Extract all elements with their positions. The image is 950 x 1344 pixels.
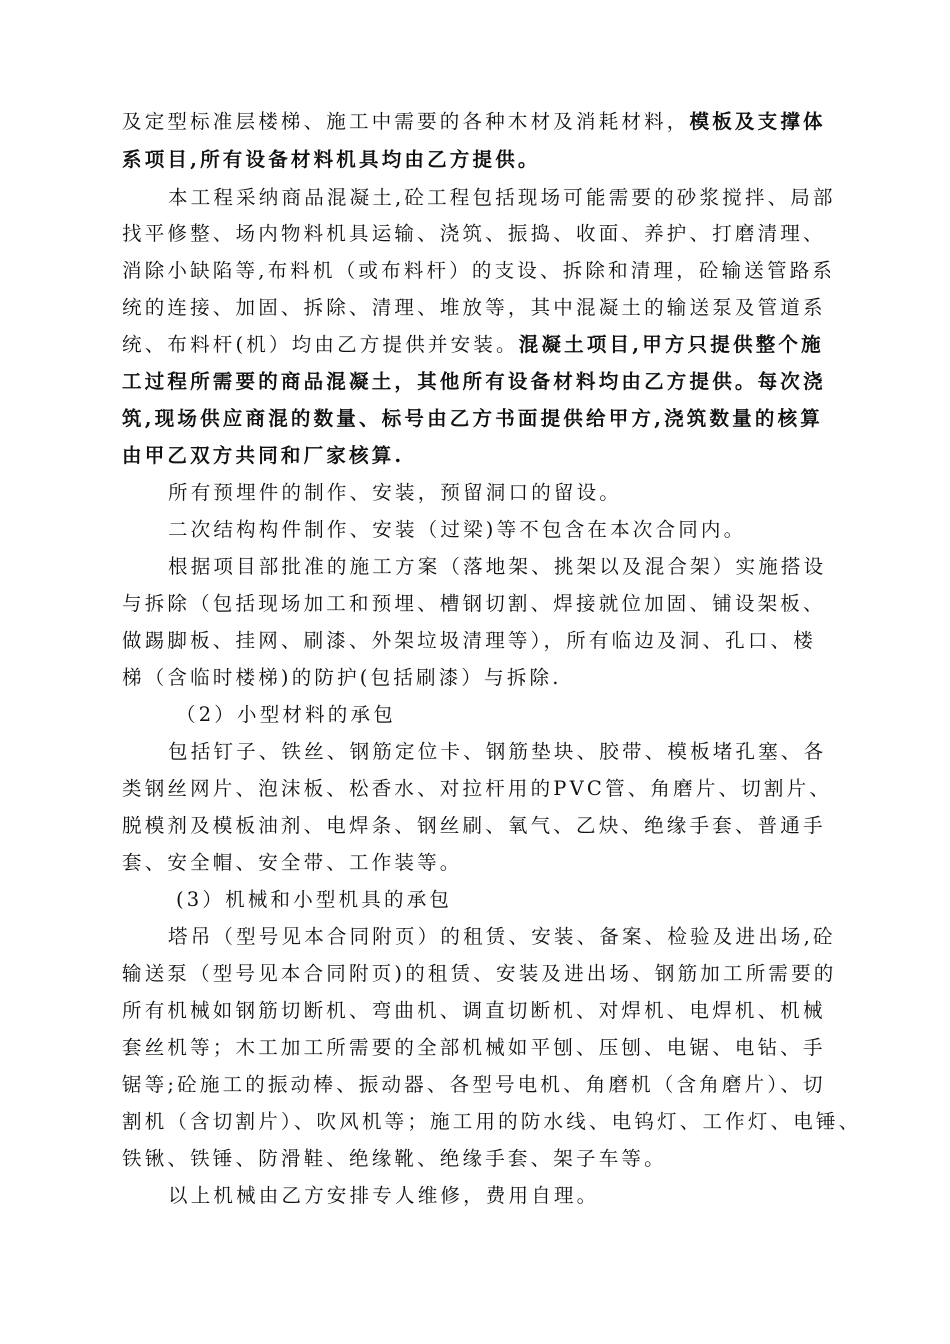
text-line xyxy=(122,845,463,881)
text-line xyxy=(122,771,832,807)
text-run: 塔吊（型号见本合同附页）的租赁、安装、备案、检验及进出场,砼 xyxy=(168,925,836,948)
bold-text-run: 混凝土项目,甲方只提供整个施 xyxy=(518,333,824,356)
text-line xyxy=(122,1030,826,1066)
text-line xyxy=(122,623,816,659)
text-run: 割机（含切割片）、吹风机等；施工用的防水线、电钨灯、工作灯、电锤、 xyxy=(122,1110,862,1133)
text-run: (3）机械和小型机具的承包 xyxy=(176,888,453,911)
bold-text-run: 筑,现场供应商混的数量、标号由乙方书面提供给甲方,浇筑数量的核算 xyxy=(122,407,823,430)
section-heading xyxy=(176,697,396,733)
text-run: 套、安全帽、安全带、工作装等。 xyxy=(122,851,463,874)
text-line xyxy=(122,142,541,178)
text-run: 找平修整、场内物料机具运输、浇筑、振捣、收面、养护、打磨清理、 xyxy=(122,222,826,245)
text-run: 所有预埋件的制作、安装，预留洞口的留设。 xyxy=(168,481,623,504)
text-line xyxy=(122,808,826,844)
bold-text-run: 工过程所需要的商品混凝土，其他所有设备材料均由乙方提供。每次浇 xyxy=(122,370,826,393)
text-line xyxy=(122,660,562,696)
text-line xyxy=(122,327,824,363)
bold-text-run: 系项目,所有设备材料机具均由乙方提供。 xyxy=(122,148,541,171)
text-run: 铁锹、铁锤、防滑鞋、绝缘靴、绝缘手套、架子车等。 xyxy=(122,1147,667,1170)
text-line xyxy=(168,512,746,548)
text-run: 以上机械由乙方安排专人维修，费用自理。 xyxy=(168,1184,600,1207)
text-run: 脱模剂及模板油剂、电焊条、钢丝刷、氧气、乙炔、绝缘手套、普通手 xyxy=(122,814,826,837)
text-line xyxy=(122,993,826,1029)
text-line xyxy=(122,438,404,474)
text-run: 包括钉子、铁丝、钢筋定位卡、钢筋垫块、胶带、模板堵孔塞、各 xyxy=(168,740,827,763)
text-run: 与拆除（包括现场加工和预埋、槽钢切割、焊接就位加固、铺设架板、 xyxy=(122,592,826,615)
text-line xyxy=(122,290,826,326)
text-line xyxy=(122,956,837,992)
text-line xyxy=(122,253,835,289)
text-line xyxy=(168,1178,599,1214)
text-run: 统、布料杆(机）均由乙方提供并安装。 xyxy=(122,333,519,356)
section-heading xyxy=(176,882,452,918)
text-line xyxy=(122,1067,826,1103)
text-run: 梯（含临时楼梯)的防护(包括刷漆）与拆除. xyxy=(122,666,562,689)
text-run: 消除小缺陷等,布料机（或布料杆）的支设、拆除和清理，砼输送管路系 xyxy=(122,259,836,282)
text-line xyxy=(122,586,826,622)
text-run: 锯等;砼施工的振动棒、振动器、各型号电机、角磨机（含角磨片）、切 xyxy=(122,1073,826,1096)
text-run: 二次结构构件制作、安装（过梁)等不包含在本次合同内。 xyxy=(168,518,747,541)
text-run: 统的连接、加固、拆除、清理、堆放等，其中混凝土的输送泵及管道系 xyxy=(122,296,826,319)
text-run: 所有机械如钢筋切断机、弯曲机、调直切断机、对焊机、电焊机、机械 xyxy=(122,999,826,1022)
text-line xyxy=(168,919,836,955)
text-run: 本工程采纳商品混凝土,砼工程包括现场可能需要的砂浆搅拌、局部 xyxy=(168,186,836,209)
text-line xyxy=(122,104,826,140)
text-line xyxy=(122,1141,667,1177)
text-line xyxy=(122,1104,861,1140)
text-run: 及定型标准层楼梯、施工中需要的各种木材及消耗材料， xyxy=(122,110,690,133)
text-run: 套丝机等；木工加工所需要的全部机械如平刨、压刨、电锯、电钻、手 xyxy=(122,1036,826,1059)
text-run: 根据项目部批准的施工方案（落地架、挑架以及混合架）实施搭设 xyxy=(168,555,827,578)
text-line xyxy=(122,216,826,252)
text-line xyxy=(168,475,622,511)
text-line xyxy=(122,364,826,400)
text-run: 做踢脚板、挂网、刷漆、外架垃圾清理等），所有临边及洞、孔口、楼 xyxy=(122,629,816,652)
text-line xyxy=(122,401,823,437)
bold-text-run: 由甲乙双方共同和厂家核算. xyxy=(122,444,405,467)
text-line xyxy=(168,549,826,585)
text-line xyxy=(168,180,836,216)
text-run: （2）小型材料的承包 xyxy=(176,703,396,726)
bold-text-run: 模板及支撑体 xyxy=(689,110,826,133)
text-run: 类钢丝网片、泡沫板、松香水、对拉杆用的PVC管、角磨片、切割片、 xyxy=(122,777,833,800)
text-run: 输送泵（型号见本合同附页)的租赁、安装及进出场、钢筋加工所需要的 xyxy=(122,962,837,985)
text-line xyxy=(168,734,826,770)
